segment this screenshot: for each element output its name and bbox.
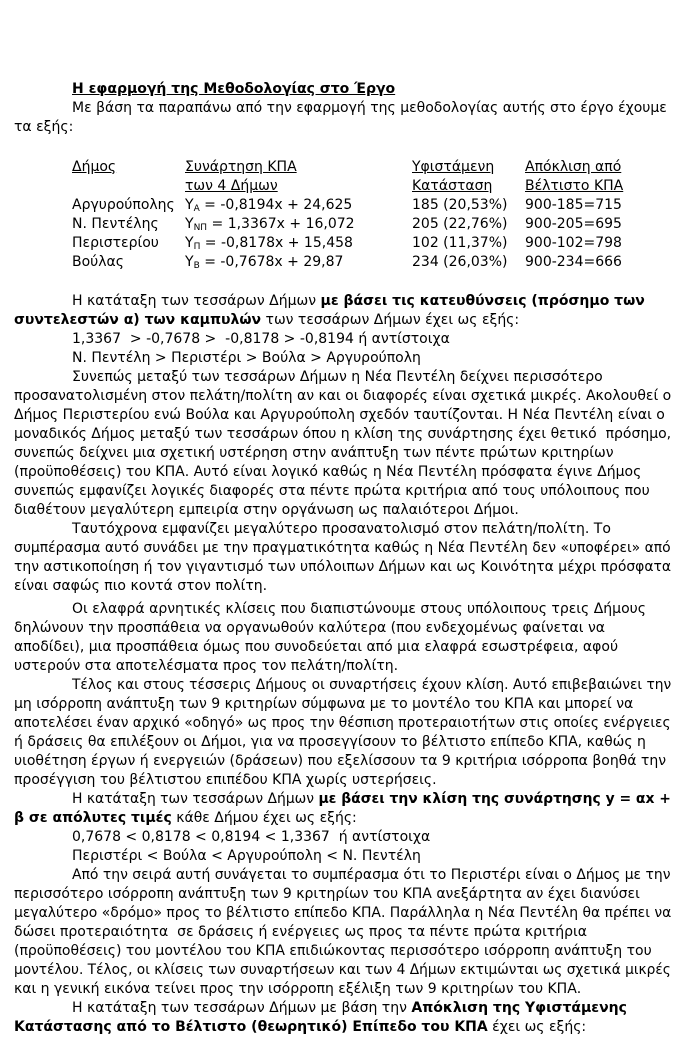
paragraph-line: προσέγγιση του βέλτιστου επιπέδου ΚΠΑ χωρίς υστερήσεις. xyxy=(14,772,437,788)
paragraph-line: Από την σειρά αυτή συνάγεται το συμπέρασμα ότι το Περιστέρι είναι ο Δήμος με την xyxy=(72,867,671,883)
row-current: 205 (22,76%) xyxy=(412,216,508,232)
intro-line: Με βάση τα παραπάνω από την εφαρμογή της μεθοδολογίας αυτής στο έργο έχουμε xyxy=(72,100,667,116)
paragraph-line: ή δράσεις θα επιλέξουν οι Δήμοι, για να προσεγγίσουν το βέλτιστο επίπεδο ΚΠΑ, καθώς η xyxy=(14,734,646,750)
paragraph-line: Ταυτόχρονα εμφανίζει μεγαλύτερο προσανατολισμό στον πελάτη/πολίτη. Το xyxy=(72,521,611,537)
ranking1-order: Ν. Πεντέλη > Περιστέρι > Βούλα > Αργυρούπολη xyxy=(72,350,421,366)
paragraph-line: την αστικοποίηση ή τον γιγαντισμό των υπόλοιπων Δήμων και ως Κοινότητα μέχρι πρόσφατα xyxy=(14,559,672,575)
header-function-sub: των 4 Δήμων xyxy=(185,178,278,194)
paragraph-line: συμπέρασμα αυτό συνάδει με την πραγματικότητα καθώς η Νέα Πεντέλη δεν «υποφέρει» από xyxy=(14,540,671,556)
row-deviation: 900-185=715 xyxy=(525,197,622,213)
row-municipality: Αργυρούπολης xyxy=(72,197,175,213)
paragraph-line: (προϋποθέσεις) του ΚΠΑ. Αυτό είναι λογικό καθώς η Νέα Πεντέλη πρόσφατα έγινε Δήμος xyxy=(14,464,642,480)
row-deviation: 900-102=798 xyxy=(525,235,622,251)
paragraph-line: μοναδικός Δήμος μεταξύ των τεσσάρων όπου η κλίση της συνάρτησης έχει θετικό πρόσημο, xyxy=(14,426,672,442)
header-municipality: Δήμος xyxy=(72,159,117,175)
ranking3-line2: Κατάστασης από το Βέλτιστο (θεωρητικό) Επίπεδο του ΚΠΑ έχει ως εξής: xyxy=(14,1019,587,1035)
row-function: $Y_{N\Pi} = 1,3367x + 16,072$ xyxy=(185,216,355,233)
ranking3-line1: Η κατάταξη των τεσσάρων Δήμων με βάση την Απόκλιση της Υφιστάμενης xyxy=(72,1000,627,1016)
header-deviation-sub: Βέλτιστο ΚΠΑ xyxy=(525,178,624,194)
paragraph-line: Δήμος Περιστερίου ενώ Βούλα και Αργυρούπολη σχεδόν ταυτίζονται. Η Νέα Πεντέλη είναι ο xyxy=(14,407,665,423)
ranking1-line1: Η κατάταξη των τεσσάρων Δήμων με βάσει τις κατευθύνσεις (πρόσημο των xyxy=(72,293,645,309)
paragraph-line: συνεπώς δείχνει μια σχετική υστέρηση στην ανάπτυξη των πέντε πρώτων κριτηρίων xyxy=(14,445,614,461)
row-current: 185 (20,53%) xyxy=(412,197,508,213)
row-current: 234 (26,03%) xyxy=(412,254,508,270)
paragraph-line: είναι σαφώς πιο κοντά στον πολίτη. xyxy=(14,578,268,594)
paragraph-line: (προϋποθέσεις) του μοντέλου του ΚΠΑ επιδιώκοντας περισσότερο ισόρροπη ανάπτυξη του xyxy=(14,943,652,959)
ranking2-line1: Η κατάταξη των τεσσάρων Δήμων με βάσει την κλίση της συνάρτησης y = αx + xyxy=(72,791,671,807)
ranking2-values: 0,7678 < 0,8178 < 0,8194 < 1,3367 ή αντίστοιχα xyxy=(72,829,431,845)
paragraph-line: μη ισόρροπη ανάπτυξη των 9 κριτηρίων σύμφωνα με το μοντέλο του ΚΠΑ και μπορεί να xyxy=(14,696,634,712)
paragraph-line: Οι ελαφρά αρνητικές κλίσεις που διαπιστώνουμε στους υπόλοιπους τρεις Δήμους xyxy=(72,601,646,617)
row-municipality: Περιστερίου xyxy=(72,235,159,251)
row-function: $Y_B = -0,7678x + 29,87$ xyxy=(185,254,344,271)
row-function: $Y_\Pi = -0,8178x + 15,458$ xyxy=(185,235,353,252)
paragraph-line: υστερούν στα αποτελέσματα προς τον πελάτη/πολίτη. xyxy=(14,658,399,674)
paragraph-line: δηλώνουν την προσπάθεια να οργανωθούν καλύτερα (που ενδεχομένως φαίνεται να xyxy=(14,620,606,636)
intro-line: τα εξής: xyxy=(14,119,74,135)
header-current: Υφιστάμενη xyxy=(412,159,495,175)
paragraph-line: περισσότερο ισόρροπη ανάπτυξη των 9 κριτηρίων του ΚΠΑ ανεξάρτητα αν έχει διανύσει xyxy=(14,886,640,902)
row-current: 102 (11,37%) xyxy=(412,235,508,251)
paragraph-line: Συνεπώς μεταξύ των τεσσάρων Δήμων η Νέα Πεντέλη δείχνει περισσότερο xyxy=(72,369,603,385)
paragraph-line: υιοθέτηση έργων ή ενεργειών (δράσεων) που εξελίσσουν τα 9 κριτήρια ισόρροπα βοηθά την xyxy=(14,753,667,769)
row-municipality: Βούλας xyxy=(72,254,125,270)
paragraph-line: δώσει προτεραιότητα σε δράσεις ή ενέργειες ως προς τα πέντε πρώτα κριτήρια xyxy=(14,924,587,940)
row-municipality: Ν. Πεντέλης xyxy=(72,216,159,232)
paragraph-line: προσανατολισμένη στον πελάτη/πολίτη αν και οι διαφορές είναι σχετικά μικρές. Ακολουθεί ο xyxy=(14,388,672,404)
paragraph-line: μοντέλου. Τέλος, οι κλίσεις των συναρτήσεων και των 4 Δήμων εκτιμώνται ως σχετικά μικρές xyxy=(14,962,671,978)
header-function: Συνάρτηση ΚΠΑ xyxy=(185,159,297,175)
header-deviation: Απόκλιση από xyxy=(525,159,622,175)
paragraph-line: μεγαλύτερο «δρόμο» προς το βέλτιστο επίπεδο ΚΠΑ. Παράλληλα η Νέα Πεντέλη θα πρέπει να xyxy=(14,905,672,921)
paragraph-line: διαθέτουν μεγαλύτερη εμπειρία στην οργάνωση ως παλαιότεροι Δήμοι. xyxy=(14,502,519,518)
row-deviation: 900-205=695 xyxy=(525,216,622,232)
row-deviation: 900-234=666 xyxy=(525,254,622,270)
header-current-sub: Κατάσταση xyxy=(412,178,493,194)
paragraph-line: Τέλος και στους τέσσερις Δήμους οι συναρτήσεις έχουν κλίση. Αυτό επιβεβαιώνει την xyxy=(72,677,672,693)
ranking1-line2: συντελεστών α) των καμπυλών των τεσσάρων Δήμων έχει ως εξής: xyxy=(14,312,520,328)
paragraph-line: αποδίδει), μια προσπάθεια όμως που συνοδεύεται από μια ελαφρά εσωστρέφεια, αφού xyxy=(14,639,619,655)
paragraph-line: και η γενική εικόνα τείνει προς την ισόρροπη εξέλιξη των 9 κριτηρίων του ΚΠΑ. xyxy=(14,981,582,997)
ranking1-values: 1,3367 > -0,7678 > -0,8178 > -0,8194 ή αντίστοιχα xyxy=(72,331,450,347)
ranking2-line2: β σε απόλυτες τιμές κάθε Δήμου έχει ως εξής: xyxy=(14,810,357,826)
paragraph-line: αποτελέσει έναν αρχικό «οδηγό» ως προς την θέσπιση προτεραιοτήτων στις οποίες ενέργειες xyxy=(14,715,671,731)
paragraph-line: συνεπώς εμφανίζει λογικές διαφορές στα πέντε πρώτα κριτήρια από τους υπόλοιπους που xyxy=(14,483,650,499)
ranking2-order: Περιστέρι < Βούλα < Αργυρούπολη < Ν. Πεντέλη xyxy=(72,848,421,864)
section-title: Η εφαρμογή της Μεθοδολογίας στο Έργο xyxy=(72,81,396,97)
row-function: $Y_A = -0,8194x + 24,625$ xyxy=(185,197,353,214)
